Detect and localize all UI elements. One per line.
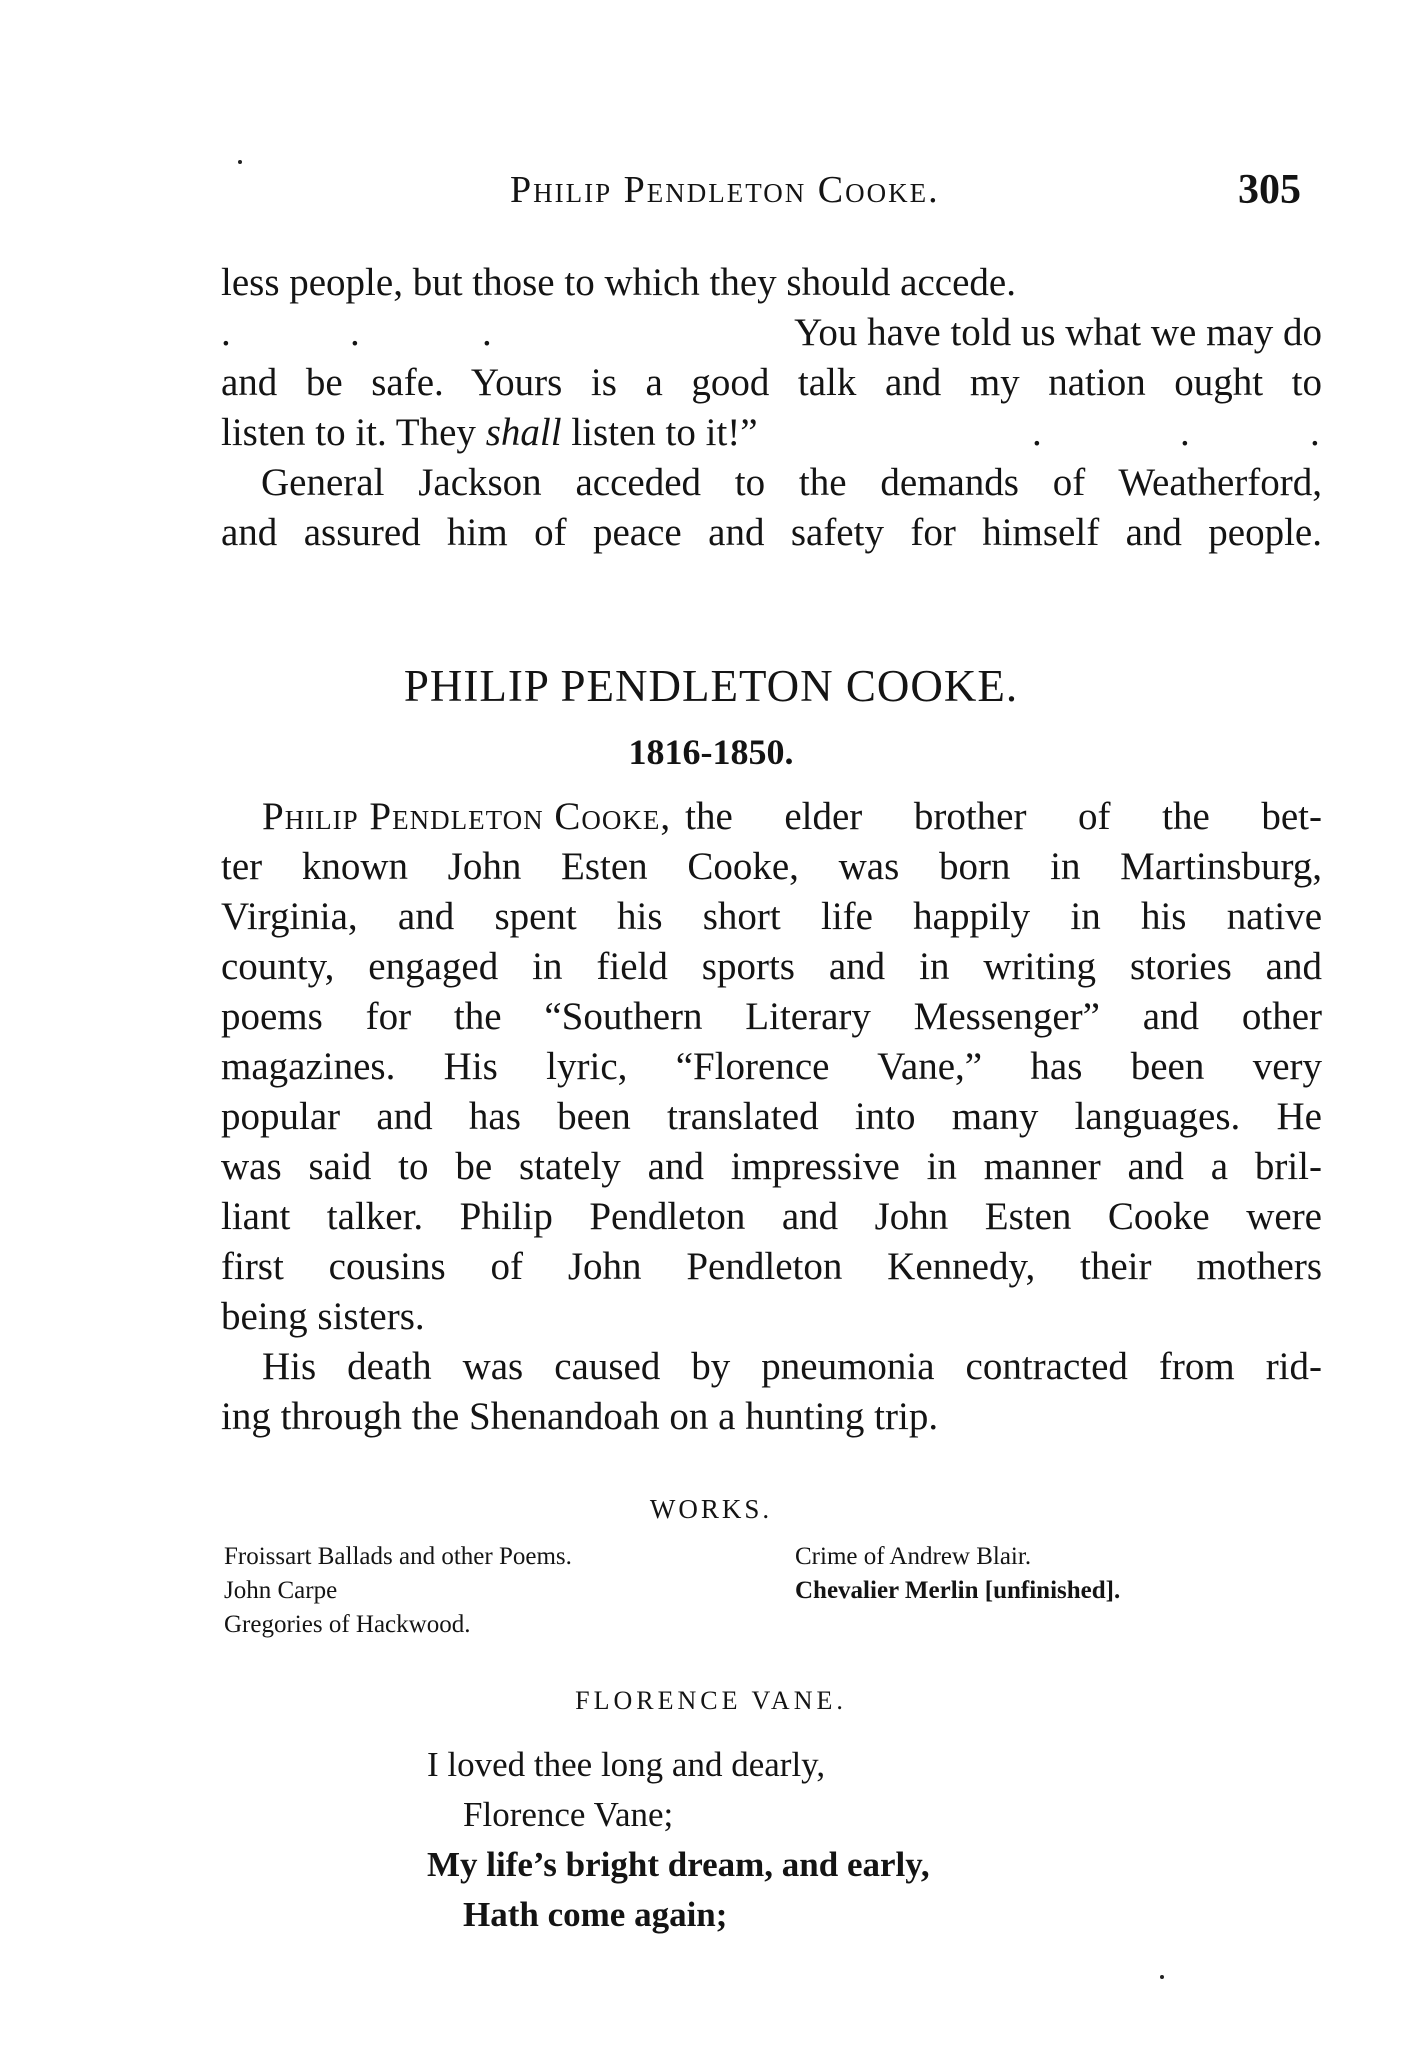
- bio-name: Philip Pendleton Cooke,: [262, 795, 672, 838]
- text-line: ter known John Esten Cooke, was born in Martinsburg,: [221, 845, 1322, 888]
- works-item: Froissart Ballads and other Poems.: [224, 1543, 572, 1570]
- page-number: 305: [1238, 167, 1301, 213]
- poem-line: I loved thee long and dearly,: [427, 1745, 826, 1784]
- text-line: Virginia, and spent his short life happily in his native: [221, 895, 1322, 938]
- emphasis-text: shall: [485, 411, 562, 454]
- poem-line: Florence Vane;: [463, 1795, 674, 1834]
- text-line: [221, 408, 758, 458]
- works-item: John Carpe: [224, 1577, 338, 1604]
- text-segment: listen to it!”: [561, 411, 758, 454]
- text-line: popular and has been translated into many languages. He: [221, 1095, 1322, 1138]
- text-line: General Jackson acceded to the demands of Weatherford,: [261, 461, 1322, 504]
- text-line: You have told us what we may do: [794, 311, 1322, 354]
- works-item: Gregories of Hackwood.: [224, 1611, 471, 1638]
- ellipsis-dot: .: [350, 311, 360, 354]
- text-line: magazines. His lyric, “Florence Vane,” has been very: [221, 1045, 1322, 1088]
- text-line: was said to be stately and impressive in manner and a bril-: [221, 1145, 1322, 1188]
- ellipsis-dot: .: [1032, 411, 1042, 454]
- ellipsis-dot: .: [482, 311, 492, 354]
- text-line: and assured him of peace and safety for himself and people.: [221, 511, 1322, 554]
- stray-mark: [238, 160, 242, 164]
- text-line: liant talker. Philip Pendleton and John Esten Cooke were: [221, 1195, 1322, 1238]
- ellipsis-dot: .: [221, 311, 231, 354]
- text-segment: listen to it. They: [221, 411, 486, 454]
- running-header: Philip Pendleton Cooke.: [510, 169, 940, 211]
- poem-line: My life’s bright dream, and early,: [427, 1845, 930, 1884]
- text-line: His death was caused by pneumonia contracted from rid-: [262, 1345, 1322, 1388]
- text-line: being sisters.: [221, 1295, 425, 1338]
- text-line: county, engaged in field sports and in writing stories and: [221, 945, 1322, 988]
- works-item: Chevalier Merlin [unfinished].: [795, 1577, 1121, 1604]
- text-line: poems for the “Southern Literary Messenger” and other: [221, 995, 1322, 1038]
- text-line: [262, 792, 1322, 842]
- section-dates: 1816-1850.: [628, 732, 794, 772]
- works-item: Crime of Andrew Blair.: [795, 1543, 1032, 1570]
- poem-title: FLORENCE VANE.: [575, 1686, 847, 1715]
- text-line: and be safe. Yours is a good talk and my nation ought to: [221, 361, 1322, 404]
- poem-line: Hath come again;: [463, 1895, 728, 1934]
- text-line: first cousins of John Pendleton Kennedy, their mothers: [221, 1245, 1322, 1288]
- text-line: ing through the Shenandoah on a hunting trip.: [221, 1395, 939, 1438]
- works-title: WORKS.: [649, 1494, 773, 1524]
- text-segment: the elder brother of the bet-: [685, 795, 1322, 838]
- text-line: less people, but those to which they should accede.: [221, 261, 1016, 304]
- stray-mark: [1160, 1975, 1164, 1979]
- section-title: PHILIP PENDLETON COOKE.: [403, 661, 1019, 711]
- ellipsis-dot: .: [1310, 411, 1320, 454]
- ellipsis-dot: .: [1180, 411, 1190, 454]
